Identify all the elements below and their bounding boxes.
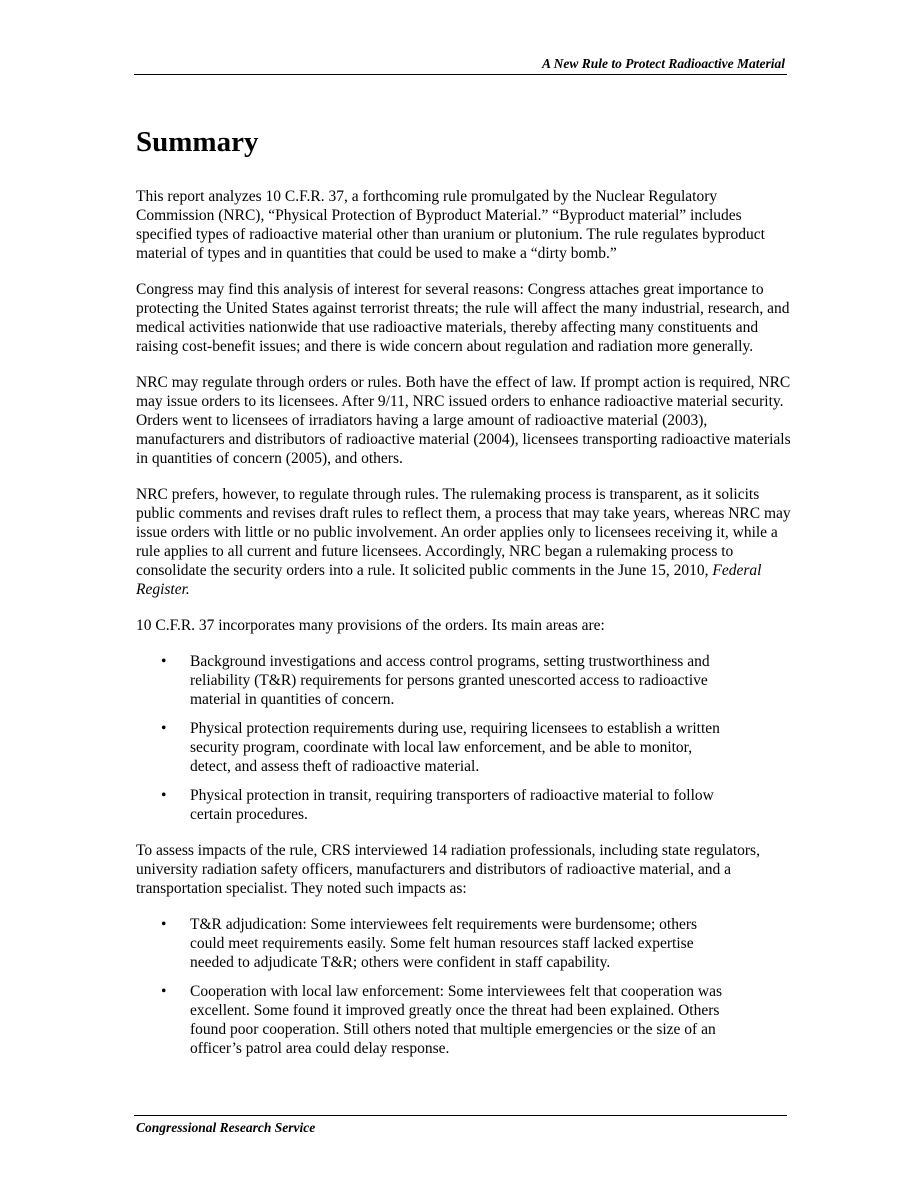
bullet-icon: •: [161, 720, 167, 737]
list-item: [136, 652, 735, 709]
bullet-icon: •: [161, 916, 167, 933]
list-item-text: Physical protection requirements during use, requiring licensees to establish a written security program, coordinate with local law enforcement, and be able to monitor, detect, and assess theft of radioactive material.: [190, 720, 720, 775]
main-areas-list: [136, 652, 796, 824]
federal-register-citation: Federal Register.: [136, 562, 762, 598]
header-rule: [134, 74, 787, 75]
paragraph-orders-or-rules: NRC may regulate through orders or rules. Both have the effect of law. If prompt action is required, NRC may issue orders to its licensees. After 9/11, NRC issued orders to enhance radioactive material security. Orders went to licensees of irradiators having a large amount of radioactive material (2003), manufacturers and distributors of radioactive material (2004), licensees transporting radioactive materials in quantities of concern (2005), and others.: [136, 374, 791, 467]
section-heading: Summary: [136, 126, 259, 158]
paragraph-rulemaking-text: NRC prefers, however, to regulate through rules. The rulemaking process is transparent, as it solicits public comments and revises draft rules to reflect them, a process that may take years, whereas NRC may issue orders with little or no public involvement. An order applies only to licensees receiving it, while a rule applies to all current and future licensees. Accordingly, NRC began a rulemaking process to consolidate the security orders into a rule. It solicited public comments in the June 15, 2010,: [136, 486, 791, 579]
paragraph-intro: This report analyzes 10 C.F.R. 37, a forthcoming rule promulgated by the Nuclear Regulatory Commission (NRC), “Physical Protection of Byproduct Material.” “Byproduct material” includes specified types of radioactive material other than uranium or plutonium. The rule regulates byproduct material of types and in quantities that could be used to make a “dirty bomb.”: [136, 188, 765, 262]
list-item-text: T&R adjudication: Some interviewees felt requirements were burdensome; others could meet requirements easily. Some felt human resources staff lacked expertise needed to adjudicate T&R; others were confident in staff capability.: [190, 916, 698, 971]
list-item-text: Background investigations and access control programs, setting trustworthiness and reliability (T&R) requirements for persons granted unescorted access to radioactive material in quantities of concern.: [190, 653, 710, 708]
impacts-list: [136, 915, 796, 1058]
bullet-icon: •: [161, 653, 167, 670]
running-header-title: A New Rule to Protect Radioactive Material: [542, 56, 785, 71]
list-item: [136, 982, 735, 1058]
list-item-text: Cooperation with local law enforcement: Some interviewees felt that cooperation was excellent. Some found it improved greatly once the threat had been explained. Others found poor cooperation. Still others noted that multiple emergencies or the size of an officer’s patrol area could delay response.: [190, 983, 722, 1057]
page-content: [136, 123, 796, 1075]
bullet-icon: •: [161, 787, 167, 804]
list-item: [136, 719, 735, 776]
footer-rule: [134, 1115, 787, 1116]
paragraph-congress-interest: Congress may find this analysis of interest for several reasons: Congress attaches great importance to protecting the United States against terrorist threats; the rule will affect the many industrial, research, and medical activities nationwide that use radioactive materials, thereby affecting many constituents and raising cost-benefit issues; and there is wide concern about regulation and radiation more generally.: [136, 281, 790, 355]
bullet-icon: •: [161, 983, 167, 1000]
paragraph-rulemaking: [136, 485, 796, 599]
running-footer: Congressional Research Service: [136, 1120, 316, 1135]
list-item-text: Physical protection in transit, requiring transporters of radioactive material to follow certain procedures.: [190, 787, 714, 823]
paragraph-main-areas: 10 C.F.R. 37 incorporates many provisions of the orders. Its main areas are:: [136, 617, 605, 634]
list-item: [136, 915, 735, 972]
list-item: [136, 786, 735, 824]
paragraph-impacts: To assess impacts of the rule, CRS interviewed 14 radiation professionals, including state regulators, university radiation safety officers, manufacturers and distributors of radioactive material, and a transportation specialist. They noted such impacts as:: [136, 842, 760, 897]
